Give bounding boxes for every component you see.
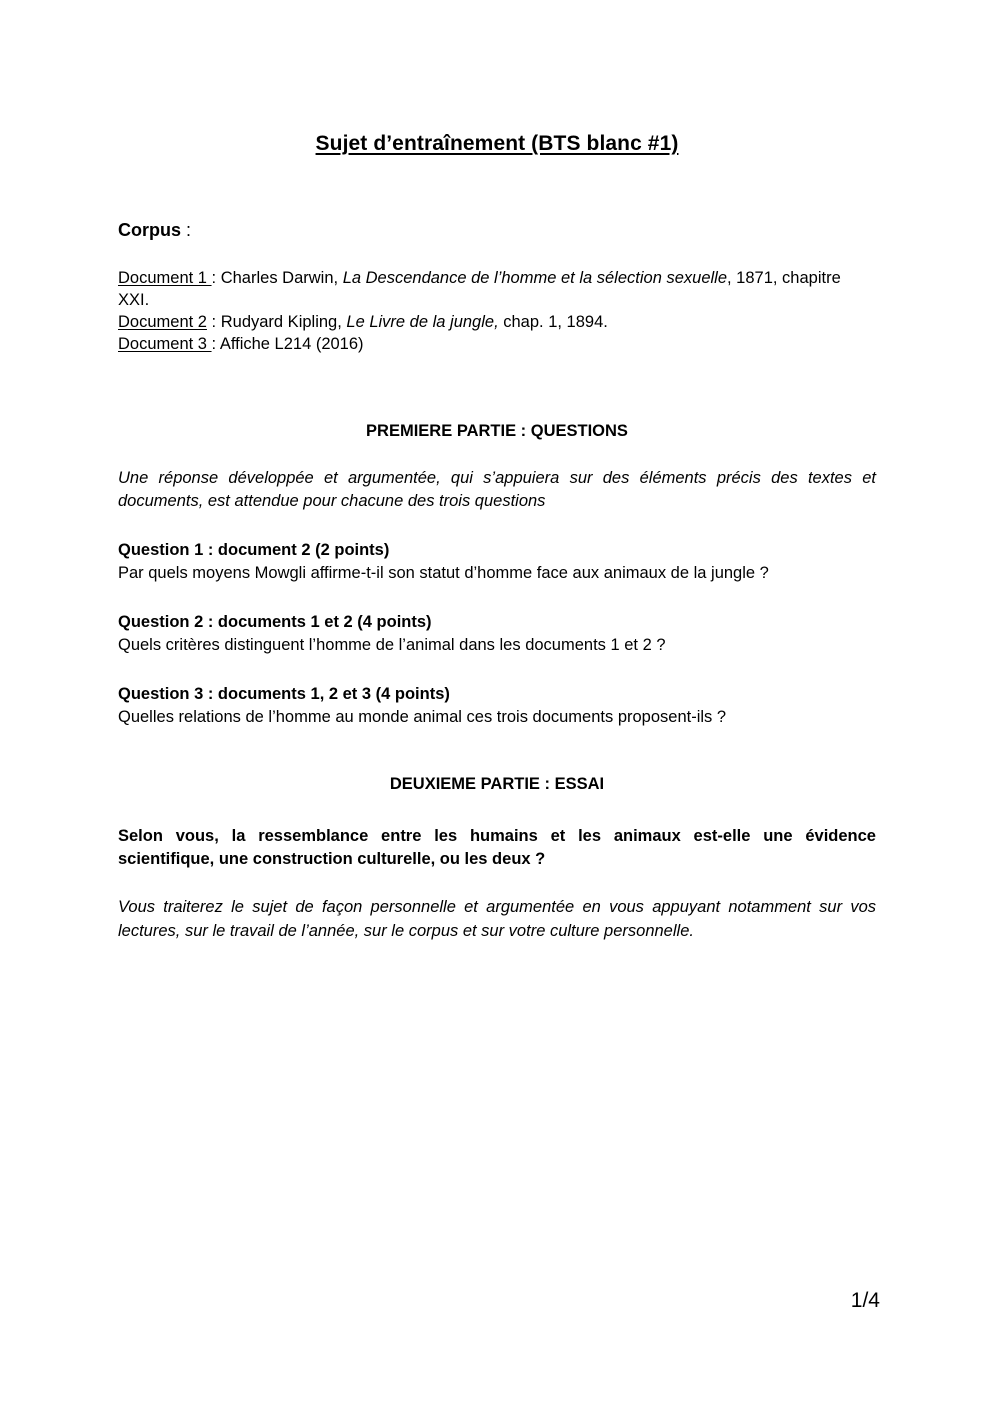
question-block-3 [118, 656, 876, 728]
question-3-title: Question 3 : documents 1, 2 et 3 (4 points) [118, 685, 450, 704]
corpus-document-2-separator: : [206, 312, 221, 331]
question-1-text: Par quels moyens Mowgli affirme-t-il son statut d’homme face aux animaux de la jungle ? [118, 563, 769, 582]
corpus-document-1-label: Document 1 [118, 268, 212, 287]
question-2-title: Question 2 : documents 1 et 2 (4 points) [118, 613, 432, 632]
corpus-document-2-label: Document 2 [118, 312, 207, 331]
question-block-2 [118, 584, 876, 656]
question-2-text: Quels critères distinguent l’homme de l’animal dans les documents 1 et 2 ? [118, 635, 666, 654]
question-block-1 [118, 512, 876, 584]
corpus-document-1-details: , 1871, chapitre XXI. [118, 268, 841, 309]
corpus-document-3-details: Affiche L214 (2016) [219, 334, 364, 353]
page-content [118, 0, 876, 943]
corpus-document-2-author: Rudyard Kipling, [220, 312, 347, 331]
corpus-document-2-details: chap. 1, 1894. [498, 312, 608, 331]
question-3-text: Quelles relations de l’homme au monde animal ces trois documents proposent-ils ? [118, 707, 727, 726]
corpus-heading [118, 156, 876, 242]
corpus-document-3 [118, 334, 876, 356]
corpus-document-3-label: Document 3 [118, 334, 212, 353]
corpus-document-2-work: Le Livre de la jungle, [346, 312, 499, 331]
corpus-document-1-author: Charles Darwin, [220, 268, 343, 287]
corpus-document-1-separator: : [211, 268, 221, 287]
corpus-document-2 [118, 312, 876, 334]
corpus-heading-colon: : [181, 220, 192, 241]
part-two-heading: DEUXIEME PARTIE : ESSAI [389, 774, 605, 793]
corpus-document-3-separator: : [211, 334, 220, 353]
question-1-title: Question 1 : document 2 (2 points) [118, 541, 390, 560]
corpus-document-1 [118, 268, 876, 312]
page-number: 1/4 [850, 1289, 880, 1312]
part-one-instructions: Une réponse développée et argumentée, qui s’appuiera sur des éléments précis des textes et documents, est attendue pour chacune des trois questions [118, 468, 876, 510]
essay-instructions: Vous traiterez le sujet de façon personnelle et argumentée en vous appuyant notamment sur vos lectures, sur le travail de l’année, sur le corpus et sur votre culture personnelle. [118, 898, 876, 940]
page-title [118, 0, 876, 156]
corpus-document-1-work: La Descendance de l’homme et la sélection sexuelle [342, 268, 727, 287]
corpus-heading-label: Corpus [118, 220, 181, 241]
corpus-document-list [118, 242, 876, 356]
part-one-heading: PREMIERE PARTIE : QUESTIONS [366, 422, 628, 441]
essay-prompt: Selon vous, la ressemblance entre les humains et les animaux est-elle une évidence scientifique, une construction culturelle, ou les deux ? [118, 826, 876, 869]
page-title-text: Sujet d’entraînement (BTS blanc #1) [315, 132, 679, 155]
